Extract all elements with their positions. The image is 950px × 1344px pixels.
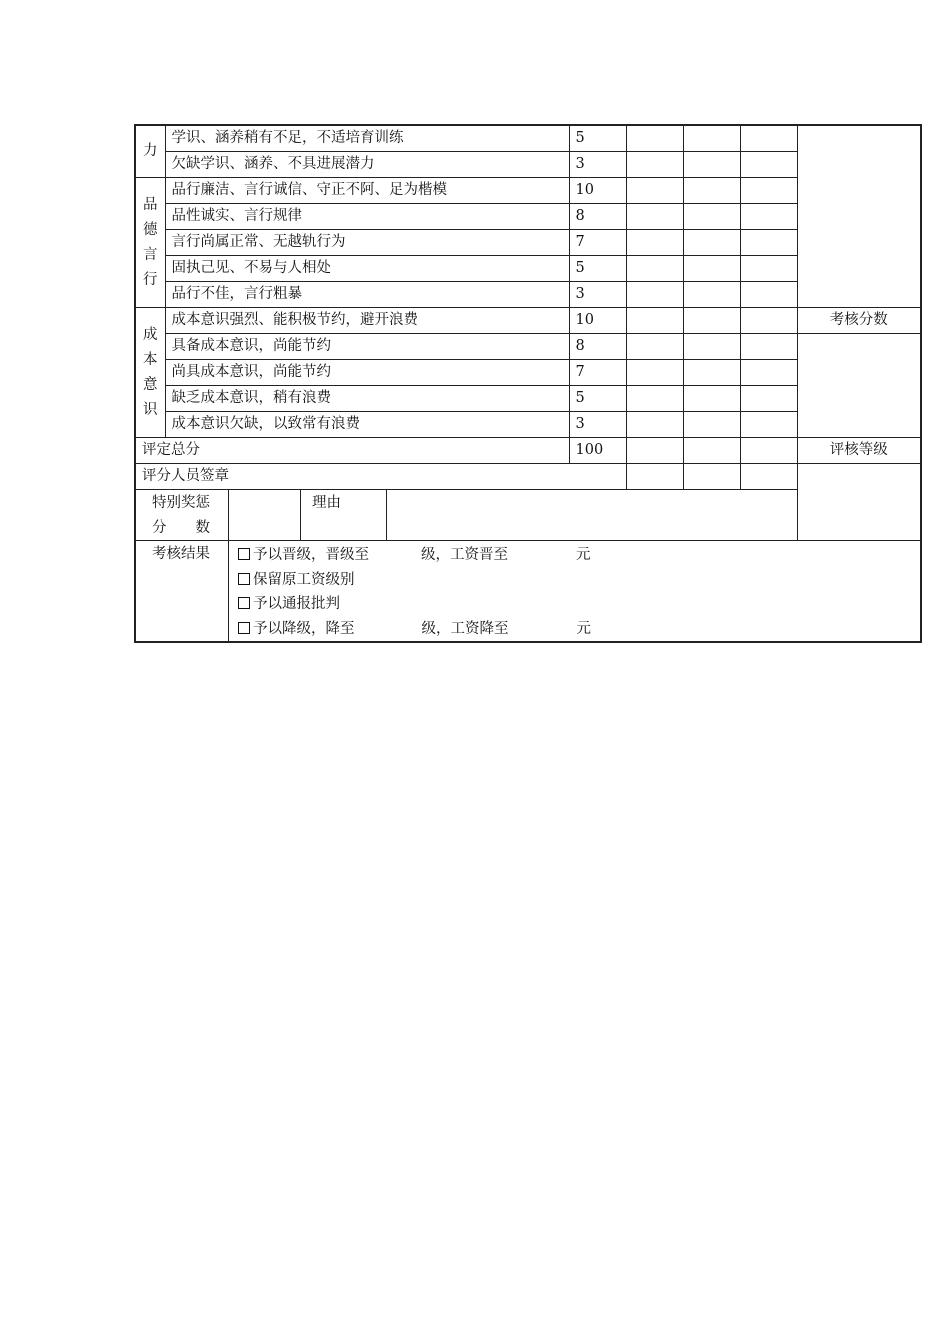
category-ability: 力: [135, 125, 165, 178]
divider: [228, 541, 229, 641]
score-cell[interactable]: [683, 386, 740, 412]
score-cell[interactable]: [740, 360, 797, 386]
score-cell[interactable]: [683, 204, 740, 230]
score-cell[interactable]: [626, 125, 683, 152]
criterion-text: 具备成本意识，尚能节约: [165, 334, 569, 360]
checkbox-icon[interactable]: [238, 622, 250, 634]
table-row: [135, 308, 921, 334]
signature-cell[interactable]: [626, 464, 683, 490]
criterion-text: 成本意识强烈、能积极节约，避开浪费: [165, 308, 569, 334]
score-cell[interactable]: [626, 282, 683, 308]
score-value-cell[interactable]: [797, 334, 921, 438]
criterion-text: 缺乏成本意识，稍有浪费: [165, 386, 569, 412]
option-promote[interactable]: 予以晋级，晋级至 级，工资晋至 元: [238, 543, 591, 568]
result-label: 考核结果: [152, 546, 210, 562]
score-cell[interactable]: [740, 230, 797, 256]
score-cell[interactable]: [626, 256, 683, 282]
criterion-score: 10: [569, 308, 626, 334]
score-cell[interactable]: [626, 152, 683, 178]
divider: [300, 490, 301, 540]
evaluation-form: [134, 124, 922, 643]
score-cell[interactable]: [740, 412, 797, 438]
score-cell[interactable]: [626, 360, 683, 386]
criterion-score: 5: [569, 386, 626, 412]
criterion-text: 品性诚实、言行规律: [165, 204, 569, 230]
score-cell[interactable]: [740, 308, 797, 334]
score-cell[interactable]: [740, 438, 797, 464]
score-cell[interactable]: [683, 230, 740, 256]
score-cell[interactable]: [626, 412, 683, 438]
signature-cell[interactable]: [683, 464, 740, 490]
score-cell[interactable]: [740, 178, 797, 204]
score-cell[interactable]: [626, 438, 683, 464]
option-keep[interactable]: 保留原工资级别: [238, 568, 591, 593]
criterion-text: 成本意识欠缺，以致常有浪费: [165, 412, 569, 438]
criterion-score: 5: [569, 125, 626, 152]
total-label: 评定总分: [135, 438, 569, 464]
category-conduct: 品 德 言 行: [135, 178, 165, 308]
criterion-score: 8: [569, 204, 626, 230]
criterion-score: 8: [569, 334, 626, 360]
divider: [386, 490, 387, 540]
category-cost: 成 本 意 识: [135, 308, 165, 438]
score-cell[interactable]: [683, 308, 740, 334]
score-cell[interactable]: [626, 204, 683, 230]
score-cell[interactable]: [683, 360, 740, 386]
grade-label: 评核等级: [797, 438, 921, 464]
total-score: 100: [569, 438, 626, 464]
criterion-score: 7: [569, 230, 626, 256]
special-adjustment: [135, 490, 797, 541]
signature-cell[interactable]: [740, 464, 797, 490]
criterion-text: 欠缺学识、涵养、不具进展潜力: [165, 152, 569, 178]
reason-label: 理由: [312, 495, 341, 511]
result-options: [238, 543, 591, 641]
result-section: [135, 541, 921, 643]
criterion-text: 品行廉洁、言行诚信、守正不阿、足为楷模: [165, 178, 569, 204]
score-cell[interactable]: [740, 334, 797, 360]
score-cell[interactable]: [683, 438, 740, 464]
table-row: [135, 541, 921, 643]
criterion-score: 3: [569, 282, 626, 308]
special-label-line2: 分 数: [152, 520, 210, 536]
side-cell: [797, 125, 921, 308]
score-cell[interactable]: [626, 308, 683, 334]
score-cell[interactable]: [740, 386, 797, 412]
criterion-score: 5: [569, 256, 626, 282]
divider: [228, 490, 229, 540]
score-cell[interactable]: [740, 204, 797, 230]
checkbox-icon[interactable]: [238, 573, 250, 585]
score-cell[interactable]: [683, 412, 740, 438]
option-criticize[interactable]: 予以通报批判: [238, 592, 591, 617]
criterion-text: 品行不佳，言行粗暴: [165, 282, 569, 308]
score-cell[interactable]: [683, 256, 740, 282]
checkbox-icon[interactable]: [238, 597, 250, 609]
criterion-score: 10: [569, 178, 626, 204]
criterion-text: 言行尚属正常、无越轨行为: [165, 230, 569, 256]
criterion-score: 3: [569, 152, 626, 178]
evaluation-table: [134, 124, 922, 643]
table-row: [135, 438, 921, 464]
table-row: [135, 125, 921, 152]
score-cell[interactable]: [683, 178, 740, 204]
score-cell[interactable]: [626, 386, 683, 412]
criterion-text: 尚具成本意识，尚能节约: [165, 360, 569, 386]
score-cell[interactable]: [626, 334, 683, 360]
checkbox-icon[interactable]: [238, 548, 250, 560]
special-label: 特别奖惩: [152, 495, 210, 511]
option-demote[interactable]: 予以降级，降至 级，工资降至 元: [238, 617, 591, 642]
score-cell[interactable]: [683, 334, 740, 360]
score-cell[interactable]: [683, 282, 740, 308]
table-row: [135, 334, 921, 360]
score-cell[interactable]: [626, 230, 683, 256]
grade-value-cell[interactable]: [797, 464, 921, 541]
criterion-score: 3: [569, 412, 626, 438]
criterion-score: 7: [569, 360, 626, 386]
score-cell[interactable]: [740, 282, 797, 308]
table-row: [135, 464, 921, 490]
score-cell[interactable]: [683, 125, 740, 152]
score-label: 考核分数: [797, 308, 921, 334]
signature-label: 评分人员签章: [135, 464, 626, 490]
score-cell[interactable]: [683, 152, 740, 178]
score-cell[interactable]: [740, 125, 797, 152]
score-cell[interactable]: [626, 178, 683, 204]
score-cell[interactable]: [740, 256, 797, 282]
score-cell[interactable]: [740, 152, 797, 178]
criterion-text: 固执己见、不易与人相处: [165, 256, 569, 282]
criterion-text: 学识、涵养稍有不足，不适培育训练: [165, 125, 569, 152]
